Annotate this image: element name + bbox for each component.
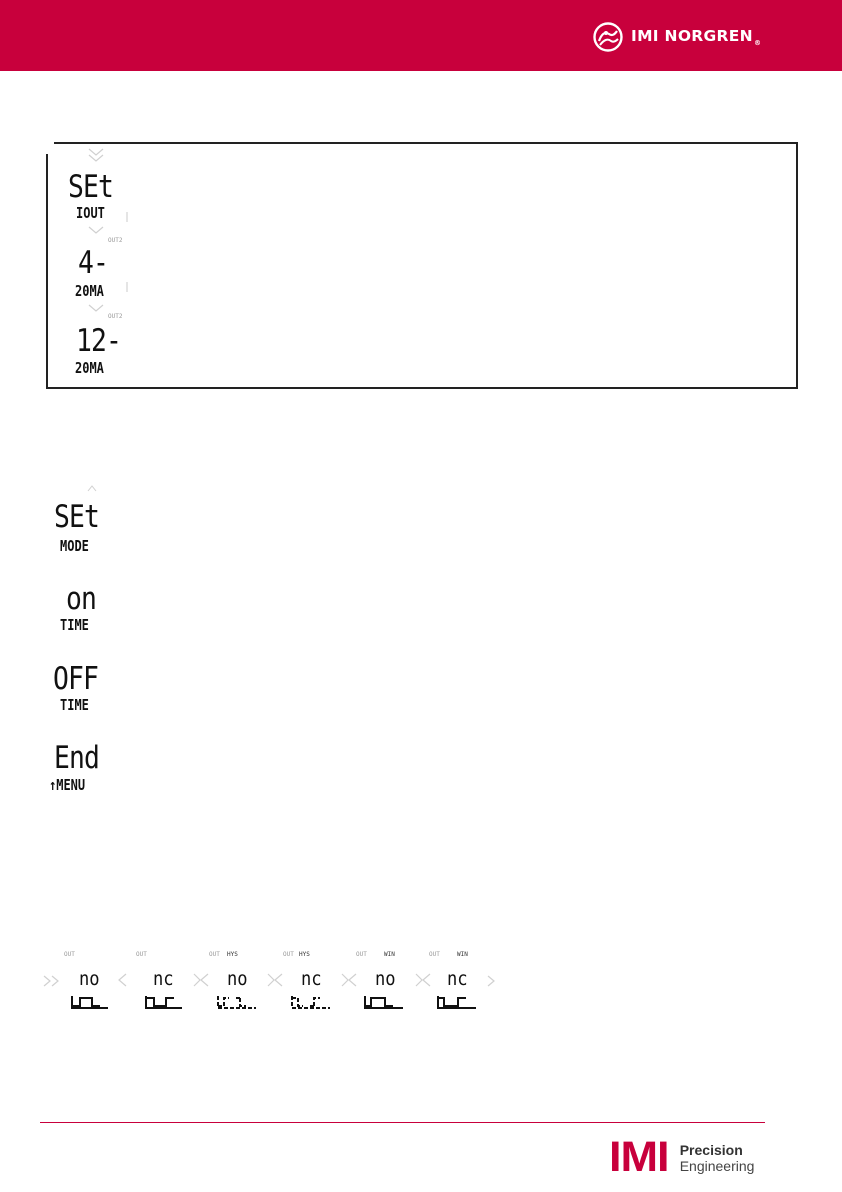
norgren-logo — [593, 20, 761, 54]
brand-name: IMI $NORGREN_®$ — [631, 27, 762, 47]
mode-code: no — [227, 968, 248, 990]
win-tag: WIN — [384, 951, 395, 958]
lcd-value-12: 12- — [76, 323, 122, 359]
out2-tag: OUT2 — [108, 237, 123, 244]
waveform-win-nc-icon — [436, 994, 478, 1010]
out-tag: OUT — [209, 951, 220, 958]
lcd-mode-sub: MODE — [60, 537, 89, 555]
segment-tick — [126, 282, 128, 292]
lcd-20ma-sub: 20MA — [75, 359, 104, 377]
lcd-time-sub: TIME — [60, 696, 89, 714]
out-tag: OUT — [429, 951, 440, 958]
lcd-20ma-sub: 20MA — [75, 282, 104, 300]
diamond-separator-icon — [116, 972, 130, 988]
chevron-up-icon — [86, 484, 98, 492]
diamond-separator-icon — [410, 972, 434, 988]
out-tag: OUT — [283, 951, 294, 958]
hys-tag: HYS — [299, 951, 310, 958]
imi-line-1: Precision — [679, 1141, 743, 1158]
hys-tag: HYS — [227, 951, 238, 958]
mode-code: nc — [301, 968, 322, 990]
imi-precision-logo — [609, 1133, 755, 1181]
chevron-down-icon — [87, 146, 105, 164]
footer-divider — [40, 1122, 765, 1123]
iout-settings-panel — [46, 142, 798, 389]
imi-line-2: Engineering — [679, 1157, 755, 1174]
diamond-separator-icon — [262, 972, 286, 988]
globe-icon — [593, 22, 623, 52]
lcd-iout-sub: IOUT — [76, 204, 105, 222]
lcd-end-main: End — [54, 740, 100, 776]
lcd-on-main: on — [66, 581, 97, 617]
lcd-menu-sub: ↑MENU — [49, 776, 86, 794]
double-chevron-right-icon — [41, 974, 65, 988]
lcd-off-main: OFF — [53, 661, 99, 697]
segment-tick — [126, 212, 128, 222]
waveform-hys-no-icon — [216, 994, 258, 1010]
imi-wordmark — [680, 1142, 755, 1174]
waveform-no-icon — [70, 994, 110, 1010]
diamond-separator-icon — [188, 972, 212, 988]
header-band — [0, 0, 842, 71]
mode-code: nc — [153, 968, 174, 990]
chevron-right-icon — [484, 974, 498, 988]
win-tag: WIN — [457, 951, 468, 958]
diamond-separator-icon — [336, 972, 360, 988]
lcd-set-main: SEt — [54, 499, 100, 535]
out-tag: OUT — [136, 951, 147, 958]
panel-corner-gap — [44, 140, 54, 154]
chevron-down-icon — [87, 224, 105, 240]
mode-code: nc — [447, 968, 468, 990]
waveform-win-no-icon — [363, 994, 405, 1010]
out-tag: OUT — [64, 951, 75, 958]
lcd-time-sub: TIME — [60, 616, 89, 634]
chevron-down-icon — [87, 302, 105, 318]
waveform-nc-icon — [144, 994, 184, 1010]
mode-code: no — [375, 968, 396, 990]
lcd-set-main: SEt — [68, 169, 114, 205]
lcd-value-4: 4- — [78, 245, 109, 281]
waveform-hys-nc-icon — [290, 994, 332, 1010]
out-tag: OUT — [356, 951, 367, 958]
imi-mark: IMI — [609, 1133, 669, 1181]
mode-code: no — [79, 968, 100, 990]
out2-tag: OUT2 — [108, 313, 123, 320]
